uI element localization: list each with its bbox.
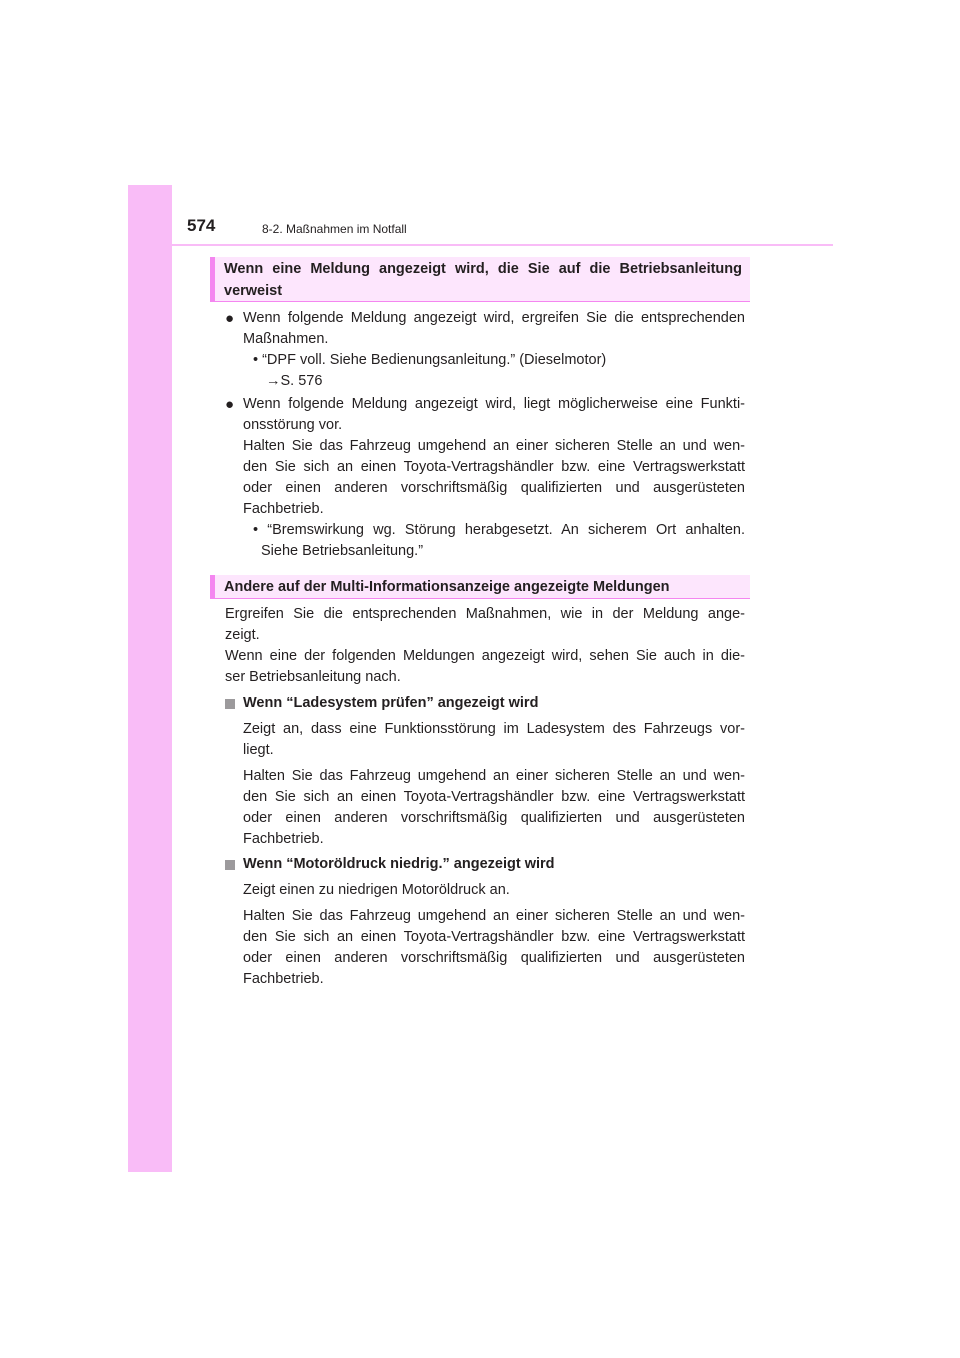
heading-box-line-2: verweist [224, 283, 283, 299]
intro-line-3: Wenn eine der folgenden Meldungen angezeigt wird, sehen Sie auch in die- [225, 648, 745, 664]
heading-word: eine [272, 261, 302, 277]
heading-word: Betriebsanleitung [619, 261, 742, 277]
intro-line-1: Ergreifen Sie die entsprechenden Maßnahmen, wie in der Meldung ange- [225, 606, 745, 622]
motoroeldruck-p2-line-4: Fachbetrieb. [243, 971, 324, 987]
ladesystem-p2-line-1: Halten Sie das Fahrzeug umgehend an einer sicheren Stelle an und wen- [243, 768, 745, 784]
ladesystem-p2-line-4: Fachbetrieb. [243, 831, 324, 847]
motoroeldruck-p2-line-3: oder einen anderen vorschriftsmäßig qualifizierten und ausgerüsteten [243, 950, 745, 966]
square-bullet-icon [225, 699, 235, 709]
bullet-1-line-2: Maßnahmen. [243, 331, 329, 347]
intro-line-2: zeigt. [225, 627, 260, 643]
bullet-2-line-2: onsstörung vor. [243, 417, 343, 433]
bullet-2-sub-line-1: • “Bremswirkung wg. Störung herabgesetzt. An sicherem Ort anhalten. [253, 522, 745, 538]
heading-box-betriebsanleitung [210, 257, 750, 302]
section-title: 8-2. Maßnahmen im Notfall [262, 222, 407, 236]
heading-box-multi-info [210, 575, 750, 599]
heading-word: Wenn [224, 261, 264, 277]
intro-line-4: ser Betriebsanleitung nach. [225, 669, 401, 685]
bullet-dot: ● [225, 396, 235, 413]
ladesystem-p2-line-2: den Sie sich an einen Toyota-Vertragshändler bzw. eine Vertragswerkstatt [243, 789, 745, 805]
bullet-2-line-4: den Sie sich an einen Toyota-Vertragshändler bzw. eine Vertragswerkstatt [243, 459, 745, 475]
motoroeldruck-p2-line-2: den Sie sich an einen Toyota-Vertragshändler bzw. eine Vertragswerkstatt [243, 929, 745, 945]
page-number: 574 [187, 216, 216, 235]
header-rule [172, 244, 833, 246]
heading-word: Sie [527, 261, 550, 277]
heading-word: Meldung [310, 261, 370, 277]
bullet-2-line-5: oder einen anderen vorschriftsmäßig qualifizierten und ausgerüsteten [243, 480, 745, 496]
heading-box-title: Andere auf der Multi-Informationsanzeige angezeigte Meldungen [224, 579, 670, 595]
bullet-1-page-reference: →S. 576 [266, 373, 323, 389]
bullet-1-sub-line-1: • “DPF voll. Siehe Bedienungsanleitung.” (Dieselmotor) [253, 352, 607, 368]
heading-word: die [497, 261, 519, 277]
heading-word: wird, [454, 261, 489, 277]
motoroeldruck-p1-line-1: Zeigt einen zu niedrigen Motoröldruck an. [243, 882, 510, 898]
heading-word: angezeigt [379, 261, 446, 277]
bullet-2-line-6: Fachbetrieb. [243, 501, 324, 517]
bullet-1-line-1: Wenn folgende Meldung angezeigt wird, ergreifen Sie die entsprechenden [243, 310, 745, 326]
bullet-2-line-1: Wenn folgende Meldung angezeigt wird, liegt möglicherweise eine Funkti- [243, 396, 745, 412]
ladesystem-p1-line-2: liegt. [243, 742, 274, 758]
square-bullet-icon [225, 860, 235, 870]
ladesystem-p1-line-1: Zeigt an, dass eine Funktionsstörung im Ladesystem des Fahrzeugs vor- [243, 721, 745, 737]
subheading-motoroeldruck: Wenn “Motoröldruck niedrig.” angezeigt wird [243, 856, 555, 872]
heading-word: die [589, 261, 611, 277]
bullet-dot: ● [225, 310, 235, 327]
bullet-2-sub-line-2: Siehe Betriebsanleitung.” [261, 543, 424, 559]
pink-side-tab [128, 185, 172, 1172]
heading-box-line-1 [224, 258, 742, 280]
motoroeldruck-p2-line-1: Halten Sie das Fahrzeug umgehend an einer sicheren Stelle an und wen- [243, 908, 745, 924]
subheading-ladesystem: Wenn “Ladesystem prüfen” angezeigt wird [243, 695, 539, 711]
bullet-2-line-3: Halten Sie das Fahrzeug umgehend an einer sicheren Stelle an und wen- [243, 438, 745, 454]
heading-word: auf [558, 261, 581, 277]
ladesystem-p2-line-3: oder einen anderen vorschriftsmäßig qualifizierten und ausgerüsteten [243, 810, 745, 826]
